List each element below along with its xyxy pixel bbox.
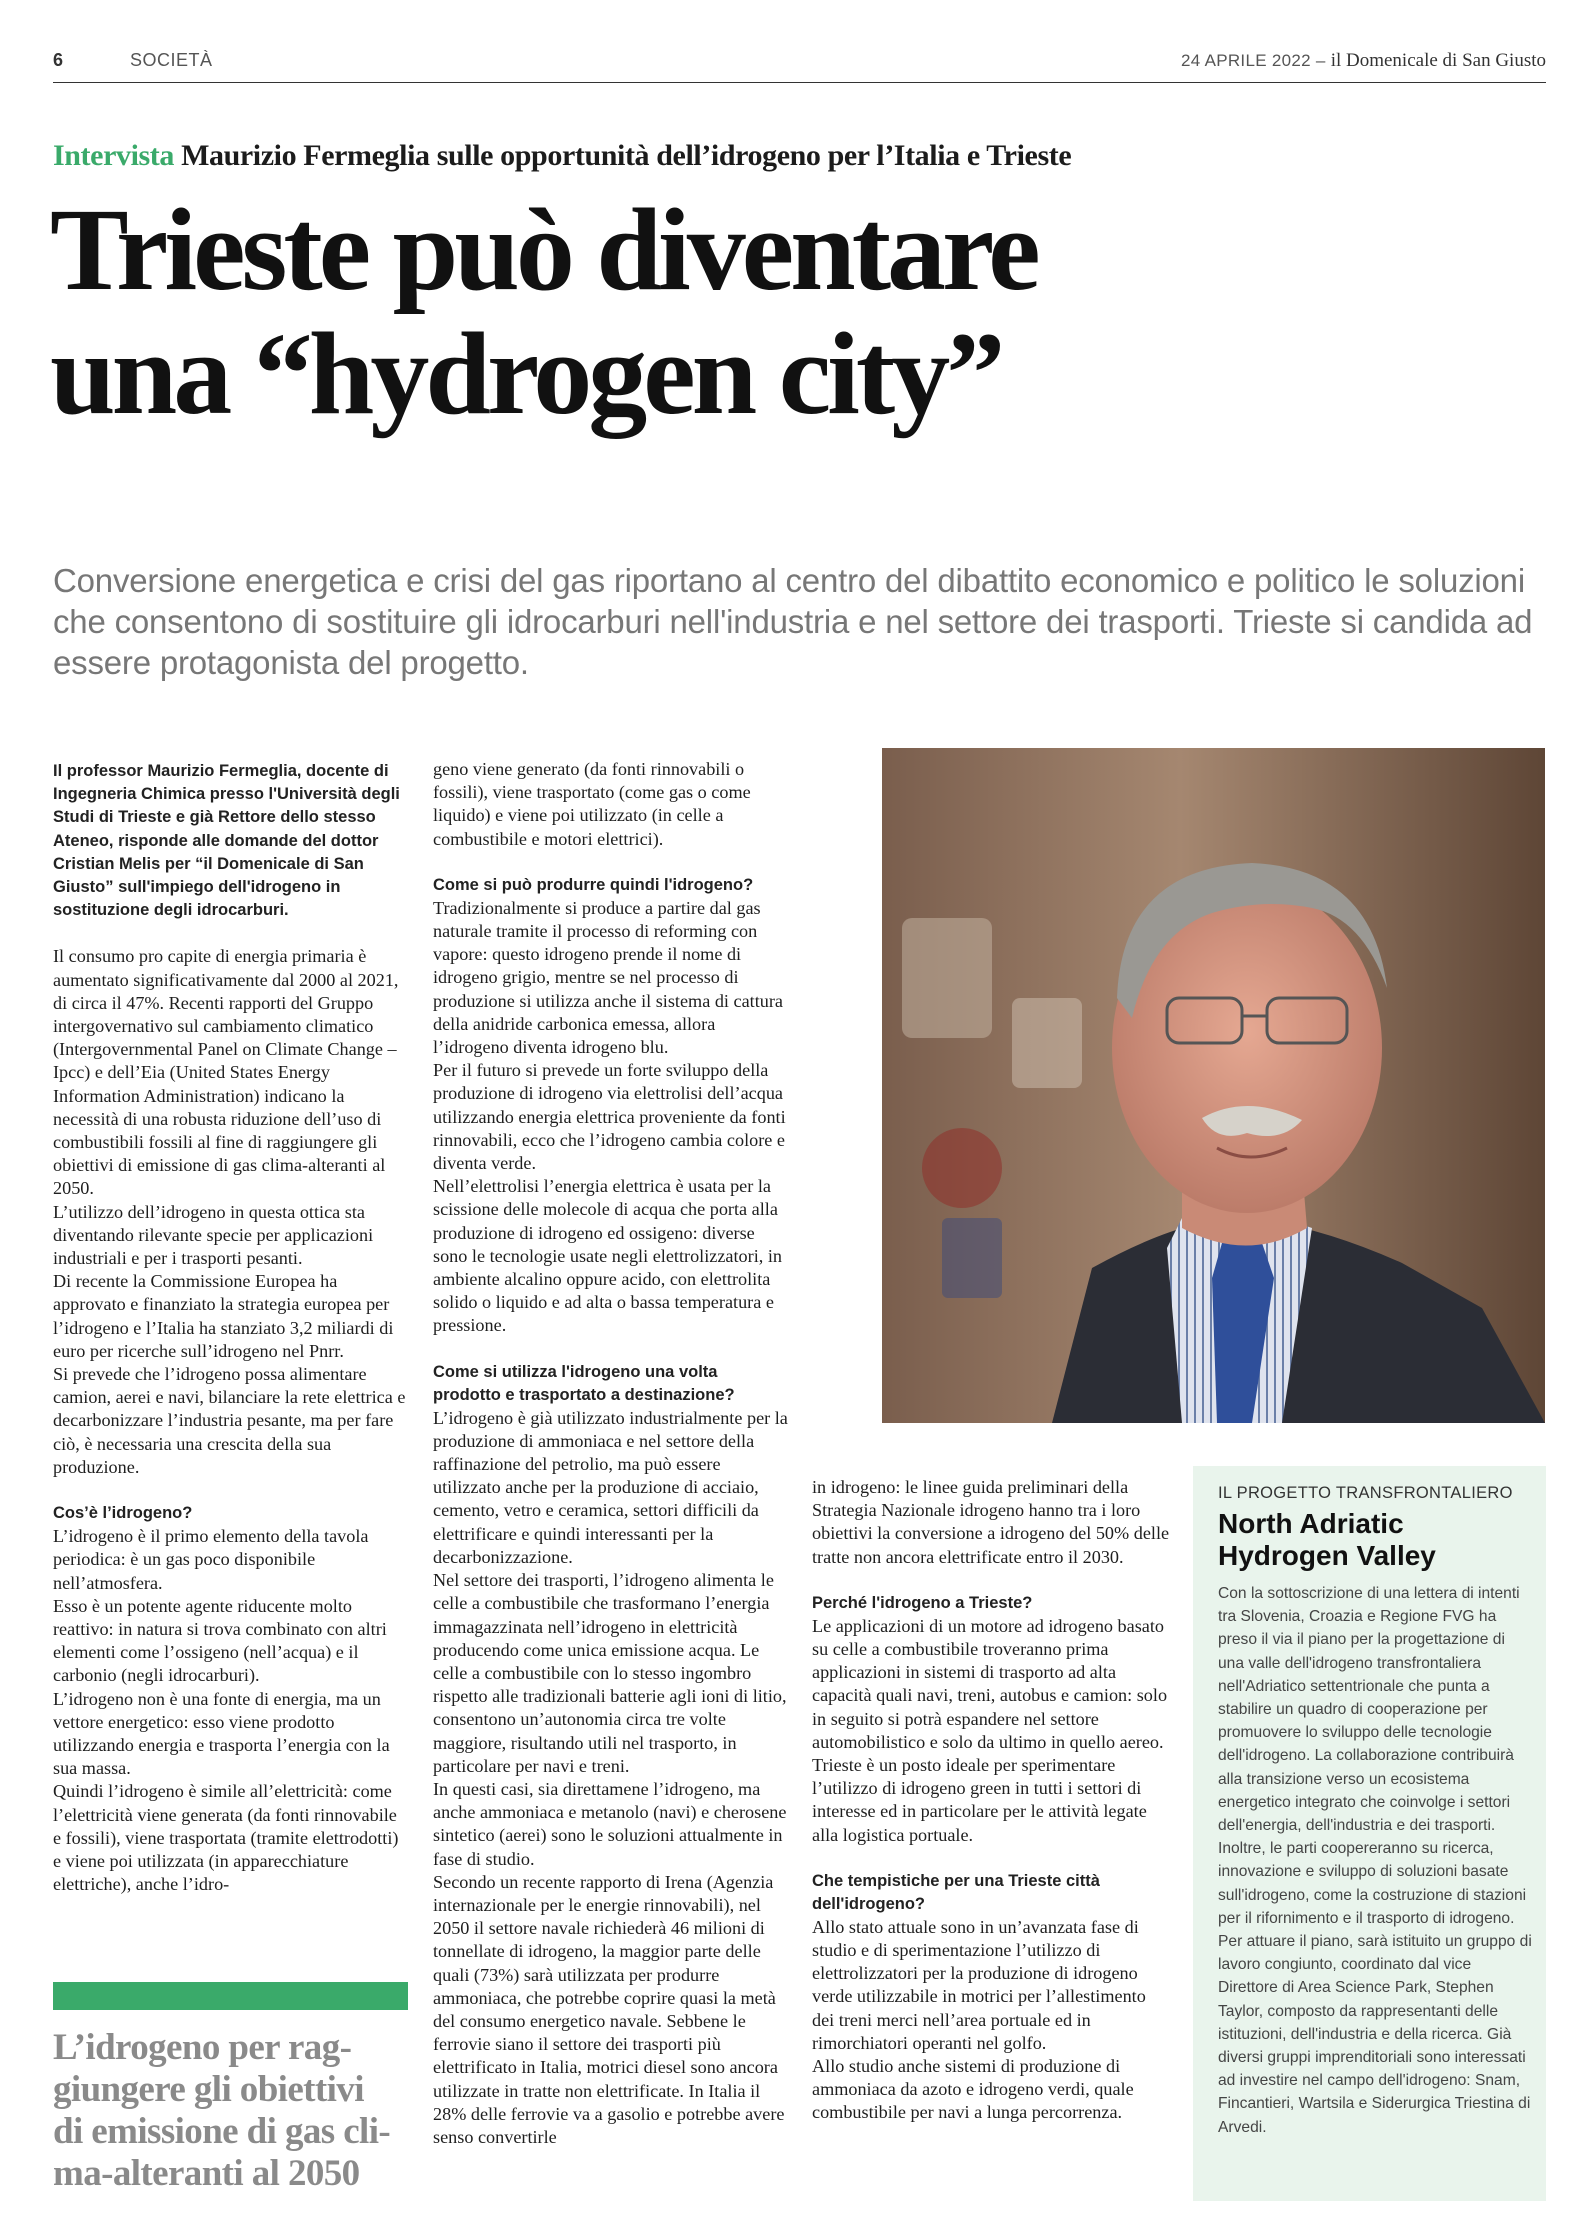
portrait-photo-icon (882, 748, 1545, 1423)
body-paragraph: L’idrogeno è già utilizzato industrialmente per la produzione di ammoniaca e nel settore della raffinazione del petrolio, ma può essere utilizzato anche per la produzione di acciaio, cemento, vetro e ceramica, settori difficili da elettrificare e quindi interessanti per la decarbonizzazione. (433, 1407, 788, 1567)
sidebar-title-line: North Adriatic (1218, 1508, 1404, 1539)
body-paragraph: Si prevede che l’idrogeno possa alimentare camion, aerei e navi, bilanciare la rete elettrica e decarbonizzare l’industria pesante, ma per fare ciò, è necessaria una crescita della sua produzione. (53, 1364, 406, 1477)
article-standfirst: Conversione energetica e crisi del gas riportano al centro del dibattito economico e politico le soluzioni che consentono di sostituire gli idrocarburi nell'industria e nel settore dei trasporti. Trieste si candida ad essere protagonista del progetto. (53, 562, 1533, 681)
sidebar-title-line: Hydrogen Valley (1218, 1540, 1436, 1571)
interview-question: Che tempistiche per una Trieste città dell'idrogeno? (812, 1871, 1100, 1913)
body-paragraph: Nell’elettrolisi l’energia elettrica è usata per la scissione delle molecole di acqua che porta alla produzione di idrogeno ed ossigeno: diverse sono le tecnologie usate negli elettrolizzatori, in ambiente alcalino oppure acido, con elettrolita solido o liquido e ad alta o bassa temperatura e pressione. (433, 1176, 782, 1336)
issue-date: 24 APRILE 2022 – (1180, 51, 1331, 70)
body-paragraph: Secondo un recente rapporto di Irena (Agenzia internazionale per le energie rinnovabili), nel 2050 il settore navale richiederà 46 milioni di tonnellate di idrogeno, la maggior parte delle quali (73%) sarà utilizzata per produrre ammoniaca, che potrebbe coprire quasi la metà del consumo energetico navale. Sebbene le ferrovie siano il settore dei trasporti più elettrificato in Italia, motrici diesel sono ancora utilizzate in tratte non elettrificate. In Italia il 28% delle ferrovie va a gasolio e potrebbe avere senso convertirle (433, 1871, 785, 2147)
pull-quote-line: ma-alteranti al 2050 (53, 2153, 360, 2194)
body-paragraph: in idrogeno: le linee guida preliminari della Strategia Nazionale idrogeno hanno tra i loro obiettivi la conversione a idrogeno del 50% delle tratte non ancora elettrificate entro il 2030. (812, 1477, 1170, 1567)
section-name: SOCIETÀ (130, 50, 213, 70)
body-paragraph: Nel settore dei trasporti, l’idrogeno alimenta le celle a combustibile che trasformano l’energia immagazzinata nell’idrogeno in elettricità producendo come unica emissione acqua. Le celle a combustibile con lo stesso ingombro rispetto alle tradizionali batterie agli ioni di litio, consentono un’autonomia circa tre volte maggiore, risultando utili nel trasporto, in particolare per navi e treni. (433, 1570, 787, 1776)
headline-line: Trieste può diventare (50, 184, 1037, 315)
pull-quote-line: di emissione di gas cli- (53, 2111, 391, 2152)
article-column-2 (433, 758, 788, 2149)
publication-name: il Domenicale di San Giusto (1330, 50, 1546, 71)
body-paragraph: Trieste è un posto ideale per sperimentare l’utilizzo di idrogeno green in tutti i settori di interesse ed in particolare per le attività legate alla logistica portuale. (812, 1755, 1147, 1845)
body-paragraph: L’idrogeno non è una fonte di energia, ma un vettore energetico: esso viene prodotto utilizzando energia e trasporta l’energia con la sua massa. (53, 1688, 390, 1779)
sidebar-title (1218, 1508, 1538, 1572)
body-paragraph: Per il futuro si prevede un forte sviluppo della produzione di idrogeno via elettrolisi dell’acqua utilizzando energia elettrica proveniente da fonti rinnovabili, ecco che l’idrogeno cambia colore e diventa verde. (433, 1060, 786, 1174)
page-header-right (1181, 50, 1546, 72)
article-kicker (53, 139, 1071, 173)
page-number: 6 (53, 50, 64, 70)
body-paragraph: geno viene generato (da fonti rinnovabili o fossili), viene trasportato (come gas o come liquido) e viene poi utilizzato (in celle a combustibile e motori elettrici). (433, 759, 751, 849)
interview-question: Cos’è l’idrogeno? (53, 1504, 193, 1523)
headline-line: una “hydrogen city” (50, 308, 1002, 439)
sidebar-body: Con la sottoscrizione di una lettera di intenti tra Slovenia, Croazia e Regione FVG ha preso il via il piano per la progettazione di una valle dell'idrogeno transfrontaliera nell'Adriatico settentrionale che punta a stabilire un quadro di cooperazione per promuovere lo sviluppo delle tecnologie dell'idrogeno. La collaborazione contribuirà alla transizione verso un ecosistema energetico integrato che coinvolge i settori dell'energia, dell'industria e dei trasporti. Inoltre, le parti coopereranno su ricerca, innovazione e sviluppo di soluzioni basate sull'idrogeno, come la costruzione di stazioni per il rifornimento e il trasporto di idrogeno. Per attuare il piano, sarà istituito un gruppo di lavoro congiunto, coordinato dal vice Direttore di Area Science Park, Stephen Taylor, composto da rappresentanti delle istituzioni, dell'industria e della ricerca. Già diversi gruppi imprenditoriali sono interessati ad investire nel campo dell'idrogeno: Snam, Fincantieri, Wartsila e Siderurgica Triestina di Arvedi. (1218, 1585, 1532, 2136)
body-paragraph: Allo stato attuale sono in un’avanzata fase di studio e di sperimentazione l’utilizzo di elettrolizzatori per la produzione di idrogeno verde utilizzabile in motrici per l’allestimento dei treni merci nell’area portuale ed in rimorchiatori operanti nel golfo. (812, 1916, 1146, 2053)
kicker-text: Maurizio Fermeglia sulle opportunità dell’idrogeno per l’Italia e Trieste (181, 139, 1072, 172)
article-lede: Il professor Maurizio Fermeglia, docente di Ingegneria Chimica presso l'Università degli Studi di Trieste e già Rettore dello stesso Ateneo, risponde alle domande del dottor Cristian Melis per “il Domenicale di San Giusto” sull'impiego dell'idrogeno in sostituzione degli idrocarburi. (53, 762, 400, 920)
kicker-label: Intervista (53, 139, 174, 172)
article-column-3 (812, 1476, 1172, 2125)
body-paragraph: L’utilizzo dell’idrogeno in questa ottica sta diventando rilevante specie per applicazioni industriali e per i trasporti pesanti. (53, 1201, 374, 1269)
body-paragraph: Le applicazioni di un motore ad idrogeno basato su celle a combustibile troveranno prima applicazioni in sistemi di trasporto ad alta capacità quali navi, treni, autobus e camion: solo in seguito si potrà espandere nel settore automobilistico e solo da ultimo in quello aereo. (812, 1615, 1168, 1752)
body-paragraph: L’idrogeno è il primo elemento della tavola periodica: è un gas poco disponibile nell’atmosfera. (53, 1526, 369, 1593)
portrait-photo (882, 748, 1545, 1423)
body-paragraph: Allo studio anche sistemi di produzione di ammoniaca da azoto e idrogeno verdi, quale combustibile per navi a lunga percorrenza. (812, 2056, 1134, 2123)
pull-quote-line: giungere gli obiettivi (53, 2069, 364, 2110)
body-paragraph: Di recente la Commissione Europea ha approvato e finanziato la strategia europea per l’idrogeno e l’Italia ha stanziato 3,2 miliardi di euro per ricerche sull’idrogeno nel Pnrr. (53, 1271, 394, 1361)
body-paragraph: Esso è un potente agente riducente molto reattivo: in natura si trova combinato con altri elementi come l’ossigeno (nell’acqua) e il carbonio (negli idrocarburi). (53, 1595, 387, 1686)
page-header-left (53, 50, 213, 71)
interview-question: Perché l'idrogeno a Trieste? (812, 1593, 1033, 1612)
sidebar-kicker: IL PROGETTO TRANSFRONTALIERO (1218, 1484, 1513, 1502)
interview-question: Come si può produrre quindi l'idrogeno? (433, 875, 754, 894)
interview-question: Come si utilizza l'idrogeno una volta prodotto e trasportato a destinazione? (433, 1362, 735, 1404)
body-paragraph: In questi casi, sia direttamene l’idrogeno, ma anche ammoniaca e metanolo (navi) e cherosene sintetico (aerei) sono le soluzioni attualmente in fase di studio. (433, 1778, 787, 1869)
pull-quote-bar (53, 1982, 408, 2010)
pull-quote (53, 2027, 408, 2195)
body-paragraph: Tradizionalmente si produce a partire dal gas naturale tramite il processo di reforming con vapore: questo idrogeno prende il nome di idrogeno grigio, mentre se nel processo di produzione si utilizza anche il sistema di cattura della anidride carbonica emessa, allora l’idrogeno diventa idrogeno blu. (433, 897, 783, 1058)
header-divider (53, 82, 1546, 83)
article-column-1 (53, 760, 408, 1896)
pull-quote-line: L’idrogeno per rag- (53, 2027, 352, 2068)
body-paragraph: Quindi l’idrogeno è simile all’elettricità: come l’elettricità viene generata (da fonti rinnovabile e fossili), viene trasportata (tramite elettrodotti) e viene poi utilizzata (in apparecchiature elettriche), anche l’idro- (53, 1781, 399, 1895)
body-paragraph: Il consumo pro capite di energia primaria è aumentato significativamente dal 2000 al 2021, di circa il 47%. Recenti rapporti del Gruppo intergovernativo sul cambiamento climatico (Intergovernmental Panel on Climate Change – Ipcc) e dell’Eia (United States Energy Information Administration) indicano la necessità di una robusta riduzione dell’uso di combustibili fossili al fine di raggiungere gli obiettivi di emissione di gas clima-alteranti al 2050. (53, 946, 399, 1199)
article-headline (50, 184, 1450, 439)
